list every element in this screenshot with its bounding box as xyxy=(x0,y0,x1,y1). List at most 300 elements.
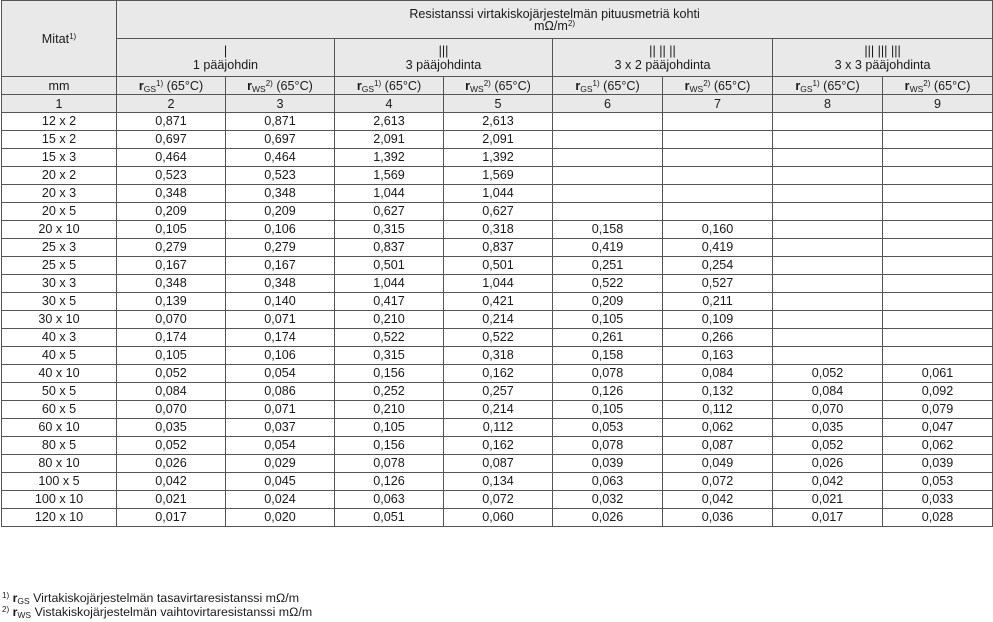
value-cell: 0,112 xyxy=(663,401,773,419)
value-cell: 0,051 xyxy=(335,509,444,527)
value-cell: 0,464 xyxy=(117,149,226,167)
value-cell: 0,106 xyxy=(226,221,335,239)
table-row xyxy=(2,311,993,329)
unit-cell: mm xyxy=(2,77,117,95)
footnote-mark: 2) xyxy=(2,605,10,614)
value-cell: 0,162 xyxy=(444,437,553,455)
dimension-cell: 25 x 5 xyxy=(2,257,117,275)
value-cell xyxy=(773,185,883,203)
value-cell: 0,871 xyxy=(226,113,335,131)
rgs-sup: 1) xyxy=(156,78,164,88)
column-number: 8 xyxy=(773,95,883,113)
value-cell xyxy=(553,149,663,167)
value-cell: 0,072 xyxy=(444,491,553,509)
rws-header xyxy=(663,77,773,95)
table-row xyxy=(2,473,993,491)
value-cell: 0,017 xyxy=(117,509,226,527)
value-cell xyxy=(773,113,883,131)
column-number: 2 xyxy=(117,95,226,113)
value-cell xyxy=(883,167,993,185)
value-cell: 2,613 xyxy=(335,113,444,131)
value-cell: 0,163 xyxy=(663,347,773,365)
value-cell: 0,054 xyxy=(226,365,335,383)
value-cell: 0,209 xyxy=(117,203,226,221)
rgs-temp: (65°C) xyxy=(603,78,640,93)
value-cell xyxy=(883,221,993,239)
value-cell: 0,033 xyxy=(883,491,993,509)
value-cell: 0,049 xyxy=(663,455,773,473)
rgs-r: r xyxy=(138,78,144,93)
value-cell: 0,053 xyxy=(883,473,993,491)
value-cell: 0,071 xyxy=(226,311,335,329)
value-cell: 0,210 xyxy=(335,401,444,419)
value-cell: 0,140 xyxy=(226,293,335,311)
value-cell: 0,522 xyxy=(444,329,553,347)
value-cell: 2,091 xyxy=(335,131,444,149)
rgs-header xyxy=(773,77,883,95)
value-cell xyxy=(553,131,663,149)
rws-sup: 2) xyxy=(923,78,931,88)
value-cell: 0,132 xyxy=(663,383,773,401)
value-cell: 0,086 xyxy=(226,383,335,401)
config-4-header xyxy=(773,39,993,77)
rgs-r: r xyxy=(356,78,362,93)
value-cell: 0,105 xyxy=(553,401,663,419)
value-cell: 1,569 xyxy=(335,167,444,185)
dimension-cell: 20 x 3 xyxy=(2,185,117,203)
value-cell xyxy=(773,167,883,185)
footnote-text: Vistakiskojärjestelmän vaihtovirtaresistanssi mΩ/m xyxy=(34,605,313,619)
value-cell: 0,251 xyxy=(553,257,663,275)
value-cell: 0,021 xyxy=(773,491,883,509)
value-cell: 0,070 xyxy=(773,401,883,419)
dimension-cell: 12 x 2 xyxy=(2,113,117,131)
value-cell: 1,392 xyxy=(335,149,444,167)
dimension-cell: 40 x 10 xyxy=(2,365,117,383)
footnote-text: Virtakiskojärjestelmän tasavirtaresistanssi mΩ/m xyxy=(33,591,300,605)
value-cell: 2,613 xyxy=(444,113,553,131)
value-cell: 0,139 xyxy=(117,293,226,311)
rgs-sub: GS xyxy=(143,83,157,94)
value-cell: 0,052 xyxy=(117,365,226,383)
value-cell xyxy=(553,113,663,131)
rws-symbol xyxy=(247,79,313,93)
value-cell: 0,042 xyxy=(663,491,773,509)
rgs-sub: GS xyxy=(361,83,375,94)
value-cell: 0,266 xyxy=(663,329,773,347)
table-row xyxy=(2,113,993,131)
rws-symbol xyxy=(905,79,971,93)
value-cell xyxy=(883,257,993,275)
value-cell: 0,421 xyxy=(444,293,553,311)
value-cell xyxy=(663,203,773,221)
value-cell: 0,210 xyxy=(335,311,444,329)
footnotes xyxy=(2,591,312,619)
dimension-cell: 80 x 5 xyxy=(2,437,117,455)
dimension-cell: 120 x 10 xyxy=(2,509,117,527)
value-cell: 0,209 xyxy=(553,293,663,311)
value-cell: 0,126 xyxy=(553,383,663,401)
rgs-temp: (65°C) xyxy=(166,78,204,93)
value-cell: 0,348 xyxy=(226,275,335,293)
value-cell xyxy=(663,167,773,185)
rws-temp: (65°C) xyxy=(276,78,313,93)
column-number: 4 xyxy=(335,95,444,113)
value-cell: 0,158 xyxy=(553,221,663,239)
value-cell: 0,017 xyxy=(773,509,883,527)
value-cell: 0,209 xyxy=(226,203,335,221)
value-cell: 0,084 xyxy=(117,383,226,401)
value-cell: 0,156 xyxy=(335,365,444,383)
value-cell xyxy=(553,203,663,221)
dimension-cell: 40 x 5 xyxy=(2,347,117,365)
value-cell: 0,028 xyxy=(883,509,993,527)
column-number-row xyxy=(2,95,993,113)
value-cell: 0,134 xyxy=(444,473,553,491)
value-cell xyxy=(883,329,993,347)
config-4-label: 3 x 3 pääjohdinta xyxy=(834,57,931,72)
value-cell: 0,039 xyxy=(883,455,993,473)
value-cell: 0,419 xyxy=(663,239,773,257)
value-cell xyxy=(773,239,883,257)
dimension-cell: 60 x 10 xyxy=(2,419,117,437)
table-row xyxy=(2,455,993,473)
rgs-symbol xyxy=(357,79,421,93)
mitat-sup: 1) xyxy=(69,31,77,41)
table-row xyxy=(2,185,993,203)
mitat-header xyxy=(2,1,117,77)
value-cell xyxy=(663,131,773,149)
dimension-cell: 15 x 3 xyxy=(2,149,117,167)
rgs-sub: GS xyxy=(800,83,813,94)
table-row xyxy=(2,365,993,383)
dimension-cell: 30 x 3 xyxy=(2,275,117,293)
table-row xyxy=(2,275,993,293)
dimension-cell: 60 x 5 xyxy=(2,401,117,419)
value-cell: 0,126 xyxy=(335,473,444,491)
value-cell: 0,527 xyxy=(663,275,773,293)
value-cell: 0,318 xyxy=(444,221,553,239)
value-cell: 0,871 xyxy=(117,113,226,131)
rgs-sub: GS xyxy=(580,83,593,94)
table-row xyxy=(2,347,993,365)
config-1-header xyxy=(117,39,335,77)
value-cell: 0,070 xyxy=(117,401,226,419)
value-cell: 0,084 xyxy=(663,365,773,383)
table-row xyxy=(2,149,993,167)
footnote-sub: GS xyxy=(17,596,30,606)
value-cell: 0,063 xyxy=(553,473,663,491)
table-row xyxy=(2,401,993,419)
value-cell xyxy=(773,293,883,311)
value-cell: 0,071 xyxy=(226,401,335,419)
value-cell: 0,318 xyxy=(444,347,553,365)
value-cell: 0,214 xyxy=(444,311,553,329)
value-cell xyxy=(773,311,883,329)
rws-symbol xyxy=(465,79,531,93)
value-cell xyxy=(883,347,993,365)
rws-sup: 2) xyxy=(483,78,491,88)
value-cell xyxy=(883,311,993,329)
footnote-symbol: r xyxy=(12,605,18,619)
value-cell xyxy=(553,167,663,185)
value-cell: 0,158 xyxy=(553,347,663,365)
value-cell xyxy=(663,185,773,203)
column-number: 7 xyxy=(663,95,773,113)
value-cell xyxy=(773,149,883,167)
value-cell xyxy=(883,185,993,203)
value-cell: 0,522 xyxy=(335,329,444,347)
value-cell: 0,084 xyxy=(773,383,883,401)
value-cell xyxy=(663,149,773,167)
table-row xyxy=(2,131,993,149)
value-cell: 0,214 xyxy=(444,401,553,419)
value-cell: 0,837 xyxy=(444,239,553,257)
resistance-table xyxy=(1,0,993,527)
value-cell: 0,035 xyxy=(117,419,226,437)
value-cell: 0,105 xyxy=(117,347,226,365)
value-cell: 0,092 xyxy=(883,383,993,401)
rws-sub: WS xyxy=(470,83,484,94)
value-cell: 0,501 xyxy=(335,257,444,275)
value-cell: 0,032 xyxy=(553,491,663,509)
value-cell xyxy=(883,293,993,311)
value-cell xyxy=(883,203,993,221)
value-cell: 0,160 xyxy=(663,221,773,239)
table-row xyxy=(2,509,993,527)
value-cell: 0,522 xyxy=(553,275,663,293)
dimension-cell: 30 x 5 xyxy=(2,293,117,311)
value-cell: 0,053 xyxy=(553,419,663,437)
value-cell: 0,036 xyxy=(663,509,773,527)
footnote-mark: 1) xyxy=(2,591,10,600)
value-cell xyxy=(883,275,993,293)
value-cell: 1,392 xyxy=(444,149,553,167)
dimension-cell: 25 x 3 xyxy=(2,239,117,257)
rgs-symbol xyxy=(139,79,203,93)
table-row xyxy=(2,491,993,509)
value-cell: 0,020 xyxy=(226,509,335,527)
value-cell: 0,419 xyxy=(553,239,663,257)
value-cell xyxy=(773,329,883,347)
value-cell: 0,078 xyxy=(553,365,663,383)
table-row xyxy=(2,437,993,455)
value-cell: 0,105 xyxy=(553,311,663,329)
value-cell: 0,061 xyxy=(883,365,993,383)
value-cell: 0,156 xyxy=(335,437,444,455)
table-row xyxy=(2,293,993,311)
value-cell: 0,026 xyxy=(553,509,663,527)
value-cell: 1,044 xyxy=(335,275,444,293)
value-cell: 1,044 xyxy=(335,185,444,203)
value-cell: 0,029 xyxy=(226,455,335,473)
footnote xyxy=(2,605,312,619)
rws-header xyxy=(444,77,553,95)
value-cell: 0,063 xyxy=(335,491,444,509)
rws-symbol xyxy=(685,79,751,93)
value-cell: 0,109 xyxy=(663,311,773,329)
value-cell: 0,501 xyxy=(444,257,553,275)
config-3-label: 3 x 2 pääjohdinta xyxy=(614,57,711,72)
table-row xyxy=(2,383,993,401)
group-title xyxy=(117,1,993,39)
unit-row xyxy=(2,77,993,95)
value-cell xyxy=(773,131,883,149)
rgs-temp: (65°C) xyxy=(384,78,422,93)
config-3-symbol: || || || xyxy=(649,43,676,58)
value-cell: 0,837 xyxy=(335,239,444,257)
value-cell: 0,024 xyxy=(226,491,335,509)
table-body xyxy=(2,113,993,527)
value-cell: 0,078 xyxy=(553,437,663,455)
rgs-symbol xyxy=(575,79,639,93)
dimension-cell: 20 x 2 xyxy=(2,167,117,185)
config-1-symbol: | xyxy=(223,43,228,58)
value-cell: 0,523 xyxy=(226,167,335,185)
value-cell: 0,252 xyxy=(335,383,444,401)
value-cell: 0,261 xyxy=(553,329,663,347)
rws-sub: WS xyxy=(689,83,704,94)
dimension-cell: 80 x 10 xyxy=(2,455,117,473)
table-row xyxy=(2,167,993,185)
rgs-sup: 1) xyxy=(812,78,820,88)
rws-sub: WS xyxy=(909,83,924,94)
rws-header xyxy=(883,77,993,95)
footnote-symbol: r xyxy=(12,591,18,605)
dimension-cell: 30 x 10 xyxy=(2,311,117,329)
rgs-symbol xyxy=(795,79,859,93)
value-cell xyxy=(663,113,773,131)
footnote xyxy=(2,591,312,605)
value-cell: 0,279 xyxy=(226,239,335,257)
value-cell: 0,279 xyxy=(117,239,226,257)
value-cell: 0,026 xyxy=(773,455,883,473)
dimension-cell: 100 x 5 xyxy=(2,473,117,491)
table-row xyxy=(2,257,993,275)
column-number: 6 xyxy=(553,95,663,113)
rgs-header xyxy=(117,77,226,95)
value-cell xyxy=(883,131,993,149)
dimension-cell: 50 x 5 xyxy=(2,383,117,401)
value-cell: 0,062 xyxy=(663,419,773,437)
value-cell: 0,348 xyxy=(226,185,335,203)
value-cell: 0,079 xyxy=(883,401,993,419)
column-number: 3 xyxy=(226,95,335,113)
rgs-sup: 1) xyxy=(592,78,600,88)
value-cell xyxy=(883,239,993,257)
rws-header xyxy=(226,77,335,95)
dimension-cell: 20 x 5 xyxy=(2,203,117,221)
value-cell xyxy=(773,257,883,275)
rws-sub: WS xyxy=(252,83,266,94)
rgs-header xyxy=(335,77,444,95)
rgs-header xyxy=(553,77,663,95)
value-cell: 0,026 xyxy=(117,455,226,473)
value-cell: 1,044 xyxy=(444,185,553,203)
value-cell xyxy=(553,185,663,203)
value-cell: 0,464 xyxy=(226,149,335,167)
value-cell: 0,348 xyxy=(117,275,226,293)
value-cell xyxy=(883,113,993,131)
table-row xyxy=(2,419,993,437)
footnote-sub: WS xyxy=(17,610,32,620)
rws-temp: (65°C) xyxy=(494,78,531,93)
value-cell xyxy=(773,347,883,365)
value-cell: 0,060 xyxy=(444,509,553,527)
value-cell: 2,091 xyxy=(444,131,553,149)
rgs-sup: 1) xyxy=(374,78,382,88)
config-2-symbol: ||| xyxy=(438,43,449,58)
table-row xyxy=(2,203,993,221)
rgs-temp: (65°C) xyxy=(823,78,860,93)
config-2-header xyxy=(335,39,553,77)
value-cell: 0,072 xyxy=(663,473,773,491)
value-cell: 0,167 xyxy=(226,257,335,275)
rws-temp: (65°C) xyxy=(933,78,971,93)
value-cell xyxy=(773,221,883,239)
value-cell: 0,037 xyxy=(226,419,335,437)
rgs-r: r xyxy=(795,78,801,93)
value-cell: 0,162 xyxy=(444,365,553,383)
value-cell: 0,523 xyxy=(117,167,226,185)
value-cell xyxy=(883,149,993,167)
config-2-label: 3 pääjohdinta xyxy=(405,57,482,72)
rws-r: r xyxy=(904,78,910,93)
value-cell: 0,417 xyxy=(335,293,444,311)
value-cell: 0,627 xyxy=(444,203,553,221)
table-row xyxy=(2,329,993,347)
value-cell: 0,087 xyxy=(663,437,773,455)
value-cell: 0,042 xyxy=(773,473,883,491)
table-row xyxy=(2,239,993,257)
rgs-r: r xyxy=(575,78,581,93)
value-cell: 0,348 xyxy=(117,185,226,203)
dimension-cell: 40 x 3 xyxy=(2,329,117,347)
dimension-cell: 20 x 10 xyxy=(2,221,117,239)
column-number: 5 xyxy=(444,95,553,113)
value-cell: 0,174 xyxy=(117,329,226,347)
value-cell: 0,042 xyxy=(117,473,226,491)
value-cell: 0,062 xyxy=(883,437,993,455)
value-cell: 0,052 xyxy=(773,365,883,383)
value-cell: 0,697 xyxy=(226,131,335,149)
config-1-label: 1 pääjohdin xyxy=(192,57,259,72)
value-cell: 0,167 xyxy=(117,257,226,275)
value-cell: 0,078 xyxy=(335,455,444,473)
mitat-label: Mitat xyxy=(41,31,70,46)
group-title-text: Resistanssi virtakiskojärjestelmän pituusmetriä kohti xyxy=(409,6,700,21)
value-cell: 0,087 xyxy=(444,455,553,473)
dimension-cell: 100 x 10 xyxy=(2,491,117,509)
column-number: 9 xyxy=(883,95,993,113)
dimension-cell: 15 x 2 xyxy=(2,131,117,149)
value-cell: 0,045 xyxy=(226,473,335,491)
rws-sup: 2) xyxy=(703,78,711,88)
value-cell: 0,070 xyxy=(117,311,226,329)
value-cell: 0,106 xyxy=(226,347,335,365)
value-cell: 0,035 xyxy=(773,419,883,437)
value-cell: 0,047 xyxy=(883,419,993,437)
value-cell: 1,569 xyxy=(444,167,553,185)
table-row xyxy=(2,221,993,239)
value-cell: 0,257 xyxy=(444,383,553,401)
config-3-header xyxy=(553,39,773,77)
config-4-symbol: ||| ||| ||| xyxy=(864,43,901,58)
value-cell xyxy=(773,275,883,293)
value-cell: 0,315 xyxy=(335,221,444,239)
rws-sup: 2) xyxy=(265,78,273,88)
value-cell: 0,052 xyxy=(773,437,883,455)
